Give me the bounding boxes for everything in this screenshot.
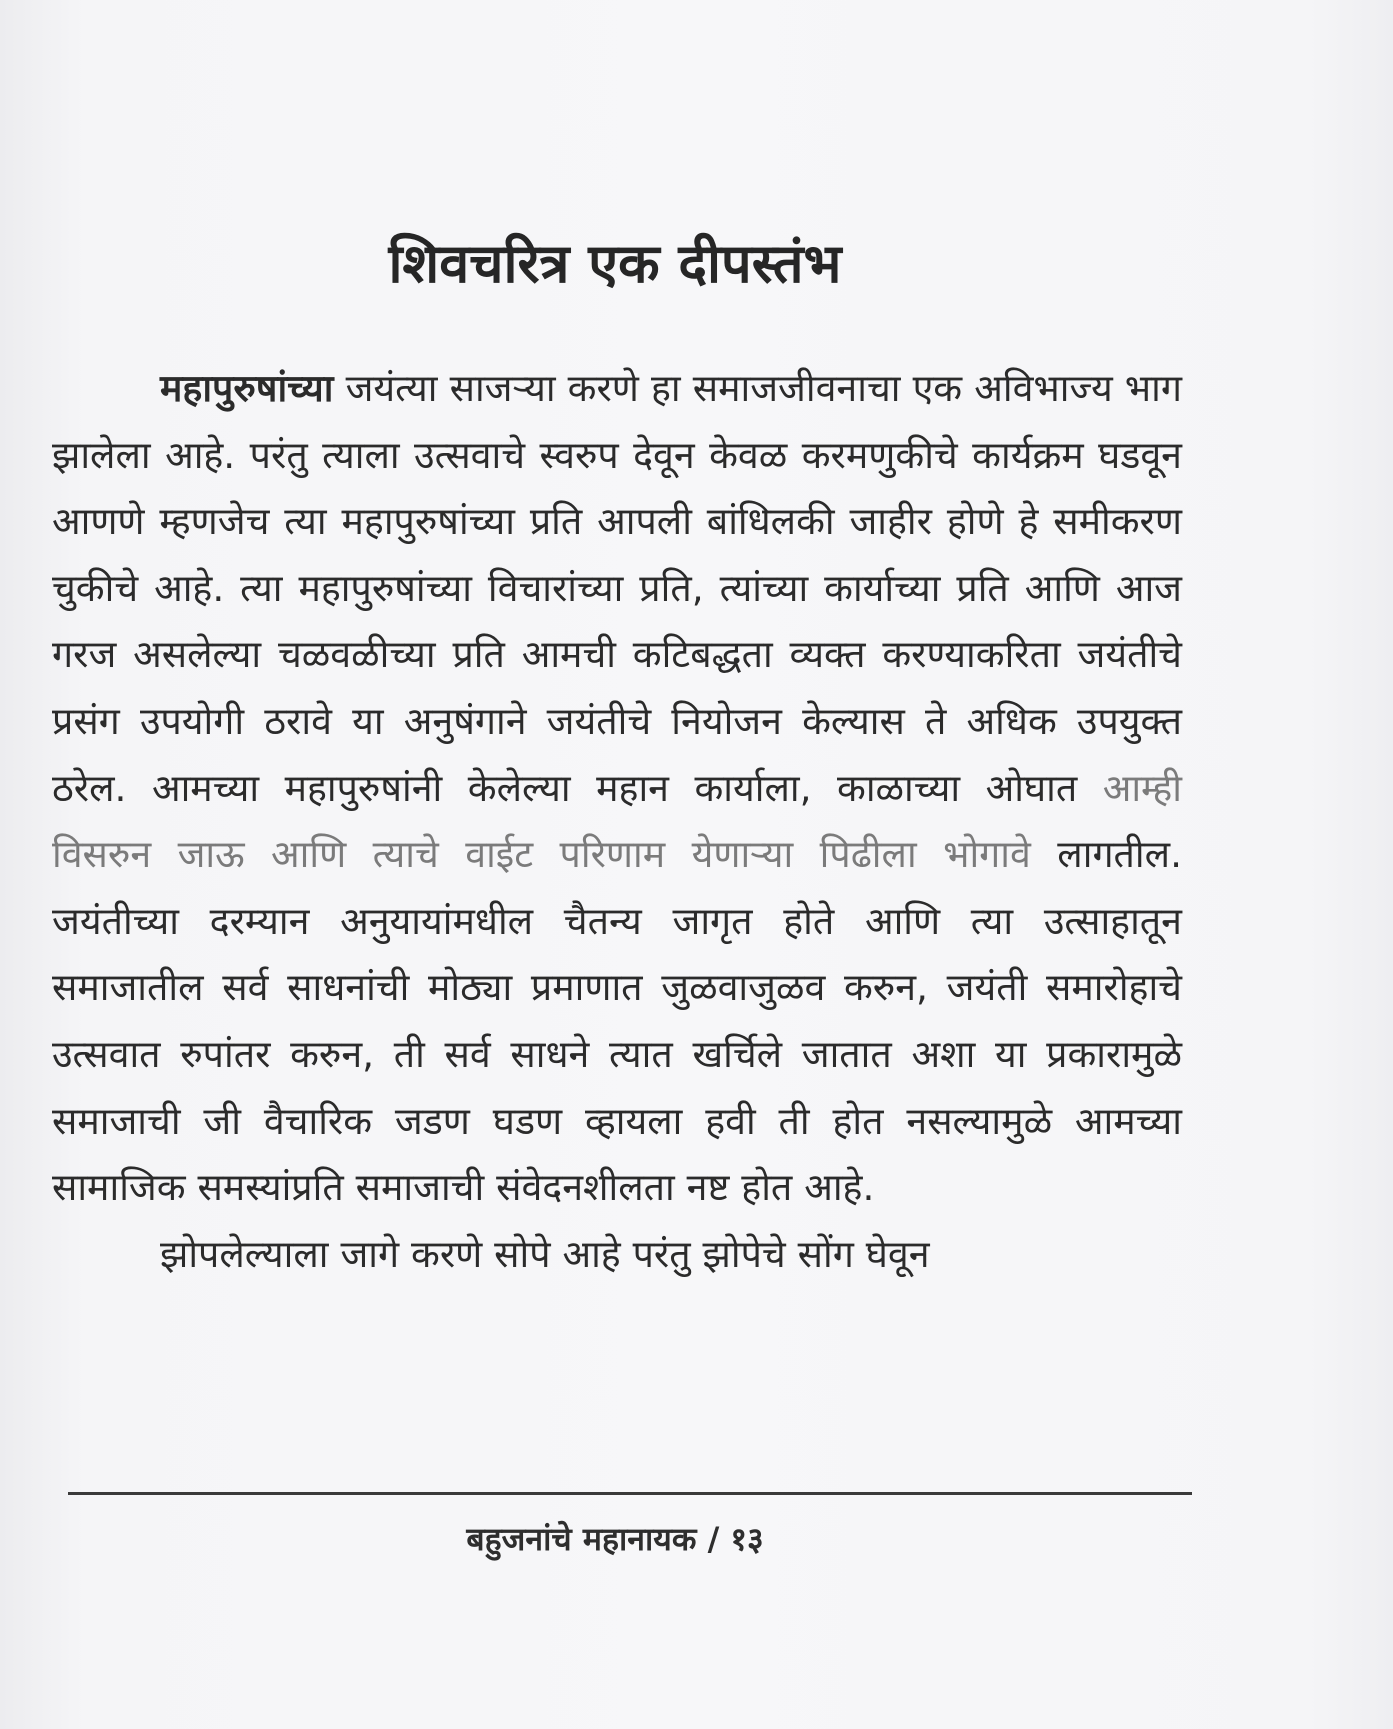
first-word: महापुरुषांच्या	[160, 366, 334, 410]
chapter-title: शिवचरित्र एक दीपस्तंभ	[388, 232, 842, 295]
paragraph-1-text-continued: लागतील. जयंतीच्या दरम्यान अनुयायांमधील चैतन्य जागृत होते आणि त्या उत्साहातून समाजातील सर्व साधनांची मोठ्या प्रमाणात जुळवाजुळव करुन, जयंती समारोहाचे उत्सवात रुपांतर करुन, ती सर्व साधने त्यात खर्चिले जातात अशा या प्रकारामुळे समाजाची जी वैचारिक जडण घडण व्हायला हवी ती होत नसल्यामुळे आमच्या सामाजिक समस्यांप्रति समाजाची संवेदनशीलता नष्ट होत आहे.	[52, 832, 1182, 1210]
paragraph-2-text: झोपलेल्याला जागे करणे सोपे आहे परंतु झोपेचे सोंग घेवून	[160, 1231, 930, 1276]
paragraph-1	[52, 355, 1182, 1221]
page-footer: बहुजनांचे महानायक / १३	[466, 1520, 764, 1558]
footer-rule	[68, 1492, 1192, 1495]
paragraph-2	[52, 1221, 1182, 1288]
body-text	[52, 355, 1182, 1287]
paragraph-1-text: जयंत्या साजऱ्या करणे हा समाजजीवनाचा एक अविभाज्य भाग झालेला आहे. परंतु त्याला उत्सवाचे स्वरुप देवून केवळ करमणुकीचे कार्यक्रम घडवून आणणे म्हणजेच त्या महापुरुषांच्या प्रति आपली बांधिलकी जाहीर होणे हे समीकरण चुकीचे आहे. त्या महापुरुषांच्या विचारांच्या प्रति, त्यांच्या कार्याच्या प्रति आणि आज गरज असलेल्या चळवळीच्या प्रति आमची कटिबद्धता व्यक्त करण्याकरिता जयंतीचे प्रसंग उपयोगी ठरावे या अनुषंगाने जयंतीचे नियोजन केल्यास ते अधिक उपयुक्त ठरेल. आमच्या महापुरुषांनी केलेल्या महान कार्याला, काळाच्या ओघात	[52, 366, 1182, 810]
paragraph-1-faded-line: आम्ही विसरुन जाऊ आणि त्याचे वाईट परिणाम येणाऱ्या पिढीला भोगावे	[52, 765, 1182, 877]
